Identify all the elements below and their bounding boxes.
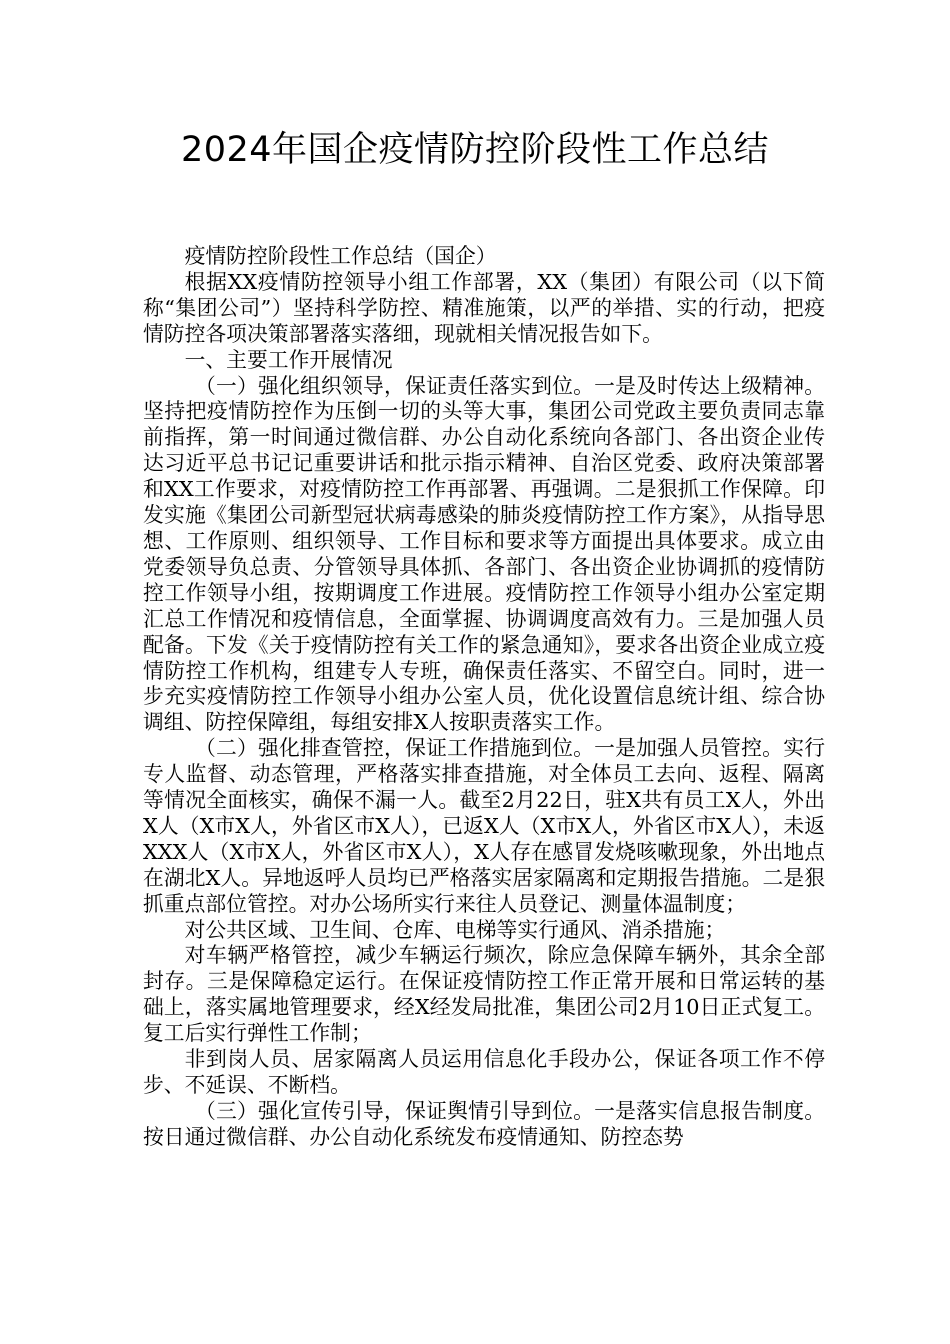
paragraph-intro: 根据XX疫情防控领导小组工作部署，XX（集团）有限公司（以下简称“集团公司”）坚持科学防控、精准施策，以严的举措、实的行动，把疫情防控各项决策部署落实落细，现就相关情况报告如下。	[143, 269, 825, 346]
paragraph-screening-control: （二）强化排查管控，保证工作措施到位。一是加强人员管控。实行专人监督、动态管理，严格落实排查措施，对全体员工去向、返程、隔离等情况全面核实，确保不漏一人。截至2月22日，驻X共有员工X人，外出X人（X市X人，外省区市X人），已返X人（X市X人，外省区市X人），未返XXX人（X市X人，外省区市X人），X人存在感冒发烧咳嗽现象，外出地点在湖北X人。异地返呼人员均已严格落实居家隔离和定期报告措施。二是狠抓重点部位管控。对办公场所实行来往人员登记、测量体温制度；	[143, 736, 825, 916]
document-body	[143, 244, 825, 1151]
paragraph-public-areas: 对公共区域、卫生间、仓库、电梯等实行通风、消杀措施；	[184, 917, 726, 942]
paragraph-vehicle-control: 对车辆严格管控，减少车辆运行频次，除应急保障车辆外，其余全部封存。三是保障稳定运行。在保证疫情防控工作正常开展和日常运转的基础上，落实属地管理要求，经X经发局批准，集团公司2月10日正式复工。复工后实行弹性工作制；	[143, 943, 825, 1046]
paragraph-organization-leadership: （一）强化组织领导，保证责任落实到位。一是及时传达上级精神。坚持把疫情防控作为压倒一切的头等大事，集团公司党政主要负责同志靠前指挥，第一时间通过微信群、办公自动化系统向各部门、各出资企业传达习近平总书记记重要讲话和批示指示精神、自治区党委、政府决策部署和XX工作要求，对疫情防控工作再部署、再强调。二是狠抓工作保障。印发实施《集团公司新型冠状病毒感染的肺炎疫情防控工作方案》，从指导思想、工作原则、组织领导、工作目标和要求等方面提出具体要求。成立由党委领导负总责、分管领导具体抓、各部门、各出资企业协调抓的疫情防控工作领导小组，按期调度工作进展。疫情防控工作领导小组办公室定期汇总工作情况和疫情信息，全面掌握、协调调度高效有力。三是加强人员配备。下发《关于疫情防控有关工作的紧急通知》，要求各出资企业成立疫情防控工作机构，组建专人专班，确保责任落实、不留空白。同时，进一步充实疫情防控工作领导小组办公室人员，优化设置信息统计组、综合协调组、防控保障组，每组安排X人按职责落实工作。	[143, 373, 825, 735]
paragraph-subtitle: 疫情防控阶段性工作总结（国企）	[184, 244, 497, 268]
paragraph-publicity-guidance: （三）强化宣传引导，保证舆情引导到位。一是落实信息报告制度。按日通过微信群、办公自动化系统发布疫情通知、防控态势	[143, 1098, 825, 1149]
paragraph-remote-work: 非到岗人员、居家隔离人员运用信息化手段办公，保证各项工作不停步、不延误、不断档。	[143, 1047, 825, 1097]
section-heading-main-work: 一、主要工作开展情况	[184, 347, 393, 372]
document-title: 2024年国企疫情防控阶段性工作总结	[180, 130, 770, 170]
